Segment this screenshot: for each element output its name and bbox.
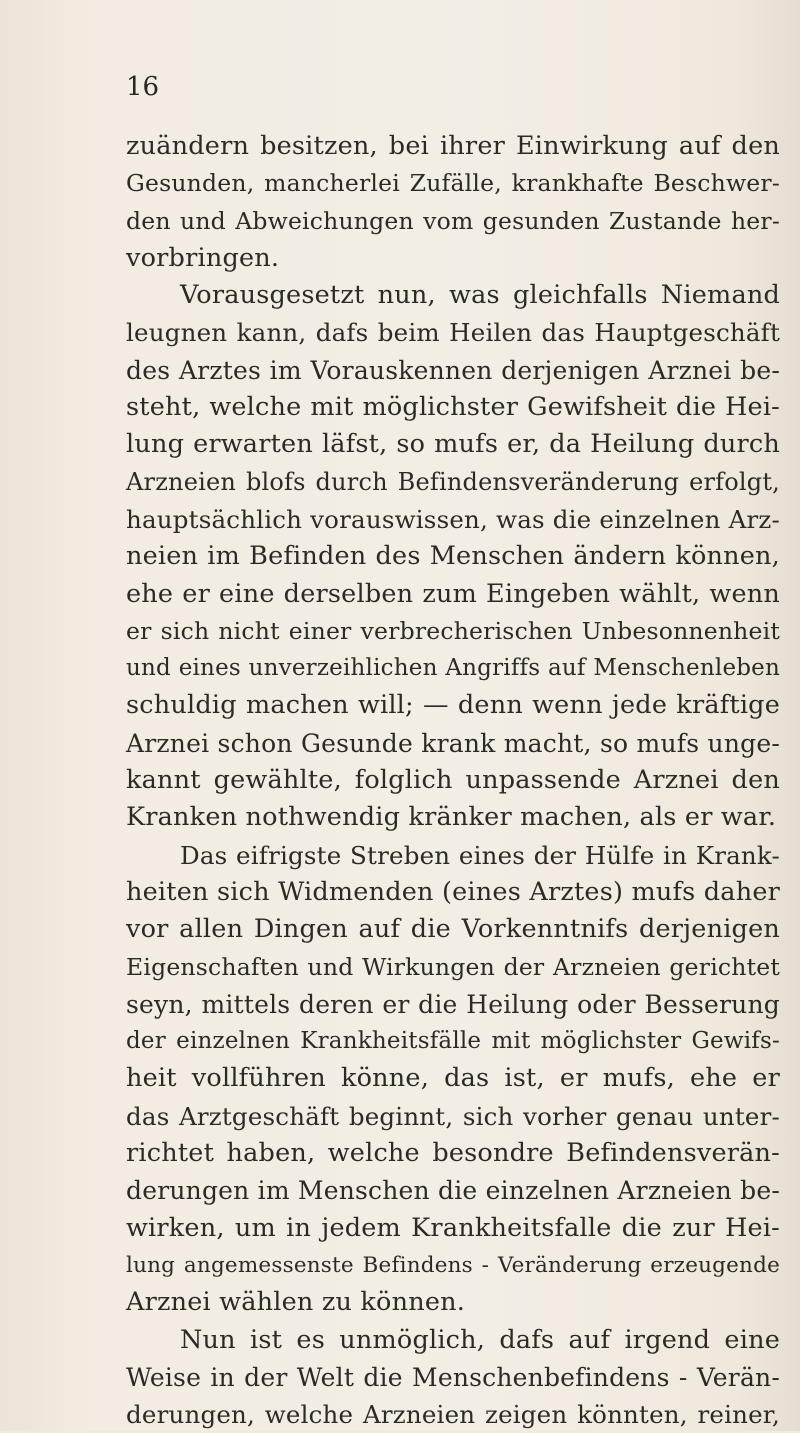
text-line: des Arztes im Vorauskennen derjenigen Arznei be- [126,355,780,385]
text-line: steht, welche mit möglichster Gewifsheit die Hei- [126,392,780,423]
text-line: Gesunden, mancherlei Zufälle, krankhafte Beschwer- [126,169,780,198]
text-line: das Arztgeschäft beginnt, sich vorher genau unter- [126,1101,780,1131]
text-line: lung erwarten läfst, so mufs er, da Heilung durch [126,429,780,460]
text-line: derungen, welche Arzneien zeigen könnten, reiner, [126,1400,780,1430]
text-line: Vorausgesetzt nun, was gleichfalls Niemand [180,280,780,311]
text-line: heiten sich Widmenden (eines Arztes) mufs daher [126,876,780,907]
text-line: ehe er eine derselben zum Eingeben wählt, wenn [126,578,780,609]
text-line: Weise in der Welt die Menschenbefindens - Verän- [126,1362,780,1392]
body-text [126,128,780,1433]
text-line: der einzelnen Krankheitsfälle mit möglichster Gewifs- [126,1028,780,1055]
text-line: den und Abweichungen vom gesunden Zustande her- [126,206,780,235]
text-line: derungen im Menschen die einzelnen Arzneien be- [126,1176,780,1206]
text-line: Kranken nothwendig kränker machen, als er war. [126,802,777,833]
text-line: lung angemessenste Befindens - Veränderung erzeugende [126,1252,780,1278]
text-line: hauptsächlich vorauswissen, was die einzelnen Arz- [126,504,780,534]
page-number: 16 [126,72,160,102]
text-line: wirken, um in jedem Krankheitsfalle die zur Hei- [126,1212,780,1243]
text-line: Arznei schon Gesunde krank macht, so mufs unge- [126,728,780,758]
text-line: er sich nicht einer verbrecherischen Unbesonnenheit [126,616,780,645]
text-line: vorbringen. [126,242,280,273]
text-line: Arzneien blofs durch Befindensveränderung erfolgt, [126,467,780,496]
text-line: heit vollführen könne, das ist, er mufs, ehe er [126,1063,780,1094]
text-line: schuldig machen will; — denn wenn jede kräftige [126,690,780,721]
text-line: richtet haben, welche besondre Befindensverän- [126,1138,780,1169]
text-line: kannt gewählte, folglich unpassende Arznei den [126,765,780,796]
text-line: und eines unverzeihlichen Angriffs auf Menschenleben [126,655,780,682]
text-line: Arznei wählen zu können. [126,1287,466,1318]
text-line: leugnen kann, dafs beim Heilen das Hauptgeschäft [126,318,780,348]
text-line: vor allen Dingen auf die Vorkenntnifs derjenigen [126,914,780,945]
text-line: Eigenschaften und Wirkungen der Arzneien gerichtet [126,952,780,981]
text-line: zuändern besitzen, bei ihrer Einwirkung auf den [126,131,780,161]
text-line: Nun ist es unmöglich, dafs auf irgend eine [180,1324,780,1355]
text-line: seyn, mittels deren er die Heilung oder Besserung [126,989,780,1019]
text-line: neien im Befinden des Menschen ändern können, [126,541,780,572]
text-line: Das eifrigste Streben eines der Hülfe in Krank- [180,840,780,870]
